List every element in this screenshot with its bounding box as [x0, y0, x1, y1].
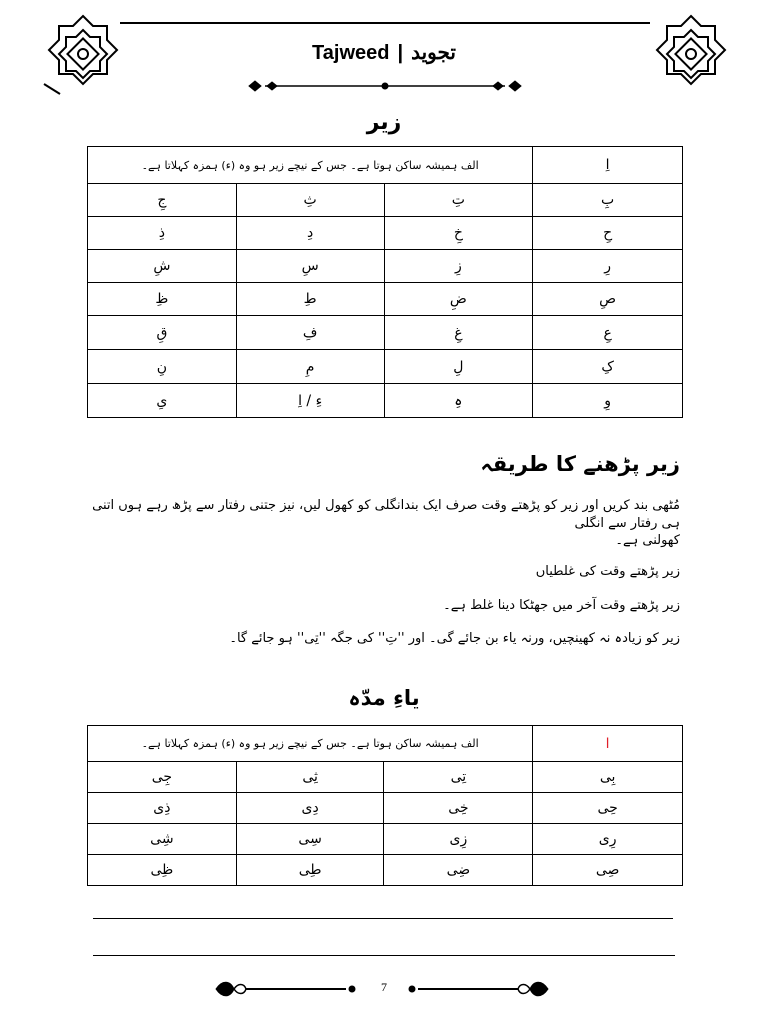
- letter-cell: ضِی: [384, 855, 533, 886]
- letter-cell: ظِ: [88, 283, 237, 316]
- table-row: [88, 855, 683, 886]
- method-line-1: مُٹھی بند کریں اور زیر کو پڑھتے وقت صرف ایک بندانگلی کو کھول لیں، نیز جتنی رفتار سے پڑھ رہے ہوں اتنی ہی رفتار سے انگلی: [92, 498, 680, 531]
- section-zer-title: زیر: [366, 110, 402, 135]
- letter-cell: لِ: [384, 350, 533, 384]
- letter-cell: بِی: [533, 762, 683, 793]
- letter-cell: یِ: [88, 384, 237, 418]
- section-ya-maddah-title: یاءِ مدّہ: [348, 686, 420, 710]
- letter-cell: جِی: [88, 762, 237, 793]
- letter-cell: زِی: [384, 824, 533, 855]
- letter-cell: حِی: [533, 793, 683, 824]
- page-title: [0, 40, 768, 65]
- zer-alif-cell: اِ: [533, 147, 683, 184]
- table-row: [88, 824, 683, 855]
- letter-cell: زِ: [384, 250, 533, 283]
- letter-cell: رِ: [533, 250, 683, 283]
- letter-cell: شِی: [88, 824, 237, 855]
- letter-cell: صِ: [533, 283, 683, 316]
- letter-cell: صِی: [533, 855, 683, 886]
- title-english: Tajweed: [312, 42, 390, 64]
- header-divider-icon: [245, 78, 525, 94]
- letter-cell: حِ: [533, 217, 683, 250]
- letter-cell: ذِی: [88, 793, 237, 824]
- letter-cell: ثِ: [236, 184, 384, 217]
- table-row: [88, 793, 683, 824]
- letter-cell: قِ: [88, 316, 237, 350]
- title-urdu: تجوید: [411, 42, 456, 64]
- table-row: [88, 217, 683, 250]
- method-line-2: کھولنی ہے۔: [615, 533, 680, 548]
- letter-cell: فِ: [236, 316, 384, 350]
- ya-maddah-note: الف ہمیشہ ساکن ہوتا ہے۔ جس کے نیچے زیر ہو وہ (ء) ہمزہ کہلاتا ہے۔: [88, 726, 533, 762]
- page-number: 7: [381, 980, 387, 994]
- section-method-title: زیر پڑھنے کا طریقہ: [480, 452, 680, 476]
- letter-cell: ءِ / اِ: [236, 384, 384, 418]
- table-row: [88, 316, 683, 350]
- letter-cell: طِی: [236, 855, 384, 886]
- ya-maddah-alif-cell: ا: [533, 726, 683, 762]
- title-separator: |: [397, 42, 404, 64]
- letter-cell: ذِ: [88, 217, 237, 250]
- letter-cell: رِی: [533, 824, 683, 855]
- mistake-line-2: زیر کو زیادہ نہ کھینچیں، ورنہ یاء بن جائے گی۔ اور ''تِ'' کی جگہ ''تِی'' ہو جائے گا۔: [229, 631, 680, 646]
- letter-cell: شِ: [88, 250, 237, 283]
- footer-flourish-right-icon: [404, 978, 552, 1000]
- ya-maddah-table: [87, 725, 683, 886]
- letter-cell: ثِی: [236, 762, 384, 793]
- letter-cell: ضِ: [384, 283, 533, 316]
- letter-cell: جِ: [88, 184, 237, 217]
- letter-cell: وِ: [533, 384, 683, 418]
- header-rule: [120, 22, 650, 24]
- table-row: [88, 184, 683, 217]
- letter-cell: غِ: [384, 316, 533, 350]
- writing-line-1: [93, 918, 673, 919]
- letter-cell: تِی: [384, 762, 533, 793]
- letter-cell: کِ: [533, 350, 683, 384]
- letter-cell: بِ: [533, 184, 683, 217]
- table-row: [88, 283, 683, 316]
- letter-cell: دِی: [236, 793, 384, 824]
- writing-line-2: [93, 955, 675, 956]
- zer-table: [87, 146, 683, 418]
- letter-cell: خِی: [384, 793, 533, 824]
- letter-cell: سِی: [236, 824, 384, 855]
- letter-cell: ظِی: [88, 855, 237, 886]
- mistake-line-1: زیر پڑھتے وقت آخر میں جھٹکا دینا غلط ہے۔: [443, 598, 680, 613]
- table-row: [88, 762, 683, 793]
- table-row: [88, 350, 683, 384]
- footer-flourish-left-icon: [212, 978, 360, 1000]
- table-row: [88, 384, 683, 418]
- letter-cell: طِ: [236, 283, 384, 316]
- zer-note: الف ہمیشہ ساکن ہوتا ہے۔ جس کے نیچے زیر ہو وہ (ء) ہمزہ کہلاتا ہے۔: [88, 147, 533, 184]
- table-row: [88, 250, 683, 283]
- letter-cell: تِ: [384, 184, 533, 217]
- letter-cell: مِ: [236, 350, 384, 384]
- letter-cell: سِ: [236, 250, 384, 283]
- letter-cell: خِ: [384, 217, 533, 250]
- letter-cell: ہِ: [384, 384, 533, 418]
- letter-cell: دِ: [236, 217, 384, 250]
- mistakes-heading: زیر پڑھتے وقت کی غلطیاں: [535, 564, 680, 579]
- letter-cell: نِ: [88, 350, 237, 384]
- letter-cell: عِ: [533, 316, 683, 350]
